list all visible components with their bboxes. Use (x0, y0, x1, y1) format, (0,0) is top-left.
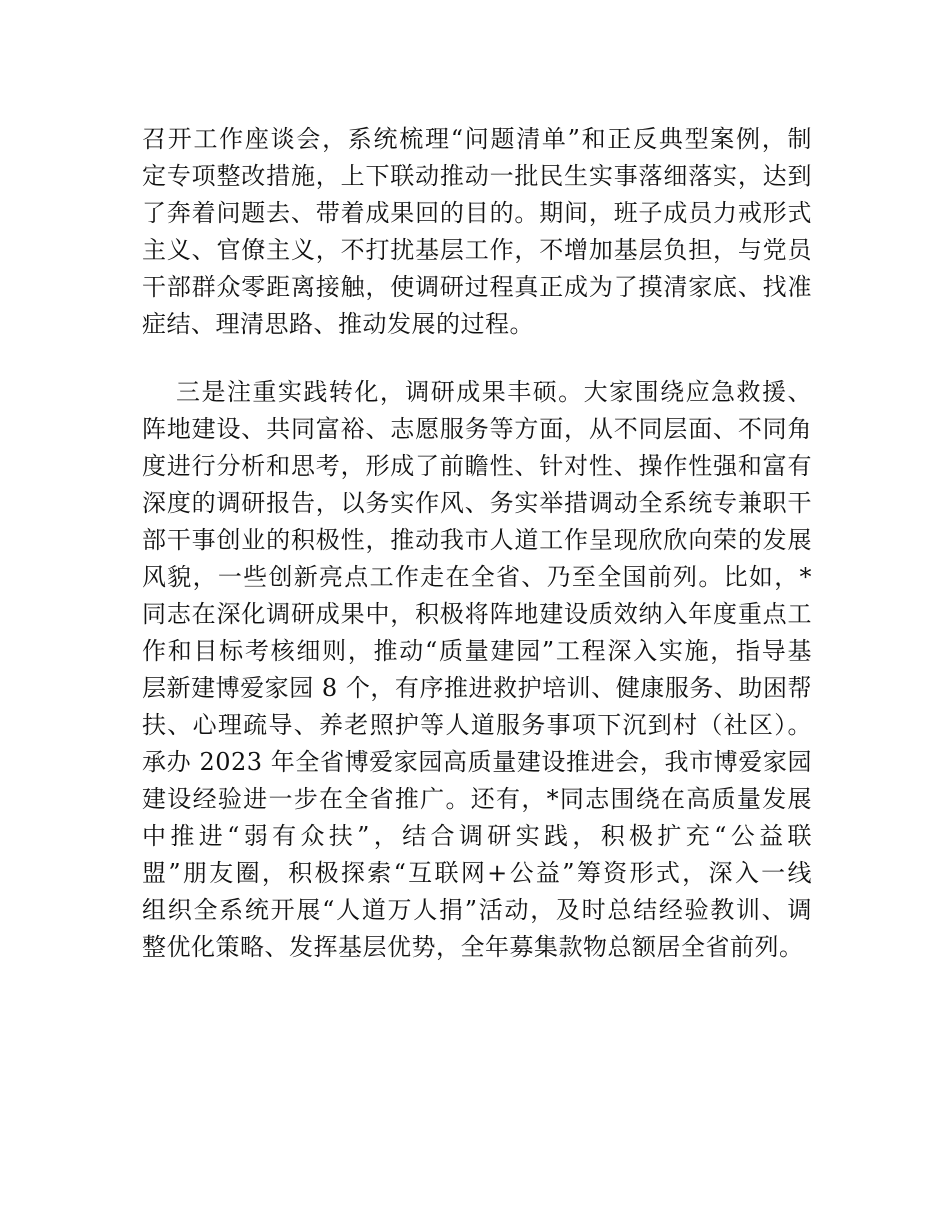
paragraph-1 (142, 121, 812, 343)
paragraph-line: 承办 2023 年全省博爱家园高质量建设推进会，我市博爱家园 (142, 748, 812, 776)
paragraph-line: 部干事创业的积极性，推动我市人道工作呈现欣欣向荣的发展 (142, 526, 812, 554)
paragraph-line: 三是注重实践转化，调研成果丰硕。大家围绕应急救援、 (176, 378, 812, 406)
paragraph-line: 整优化策略、发挥基层优势，全年募集款物总额居全省前列。 (142, 933, 804, 961)
paragraph-line: 扶、心理疏导、养老照护等人道服务事项下沉到村（社区）。 (142, 711, 812, 739)
paragraph-line: 同志在深化调研成果中，积极将阵地建设质效纳入年度重点工 (142, 600, 812, 628)
paragraph-line: 度进行分析和思考，形成了前瞻性、针对性、操作性强和富有 (142, 452, 812, 480)
paragraph-2 (142, 374, 812, 966)
paragraph-line: 建设经验进一步在全省推广。还有，*同志围绕在高质量发展 (142, 785, 812, 813)
paragraph-line: 干部群众零距离接触，使调研过程真正成为了摸清家底、找准 (142, 273, 812, 301)
paragraph-line: 盟”朋友圈，积极探索“互联网+公益”筹资形式，深入一线 (142, 859, 812, 887)
paragraph-line: 症结、理清思路、推动发展的过程。 (142, 310, 534, 338)
paragraph-line: 组织全系统开展“人道万人捐”活动，及时总结经验教训、调 (142, 896, 812, 924)
paragraph-line: 主义、官僚主义，不打扰基层工作，不增加基层负担，与党员 (142, 236, 812, 264)
paragraph-line: 作和目标考核细则，推动“质量建园”工程深入实施，指导基 (142, 637, 812, 665)
paragraph-line: 了奔着问题去、带着成果回的目的。期间，班子成员力戒形式 (142, 199, 812, 227)
paragraph-line: 定专项整改措施，上下联动推动一批民生实事落细落实，达到 (142, 162, 812, 190)
paragraph-line: 风貌，一些创新亮点工作走在全省、乃至全国前列。比如，* (142, 563, 812, 591)
paragraph-line: 召开工作座谈会，系统梳理“问题清单”和正反典型案例，制 (142, 125, 812, 153)
paragraph-line: 阵地建设、共同富裕、志愿服务等方面，从不同层面、不同角 (142, 415, 812, 443)
paragraph-line: 层新建博爱家园 8 个，有序推进救护培训、健康服务、助困帮 (142, 674, 812, 702)
paragraph-line: 深度的调研报告，以务实作风、务实举措调动全系统专兼职干 (142, 489, 812, 517)
paragraph-line: 中推进“弱有众扶”，结合调研实践，积极扩充“公益联 (142, 822, 812, 850)
